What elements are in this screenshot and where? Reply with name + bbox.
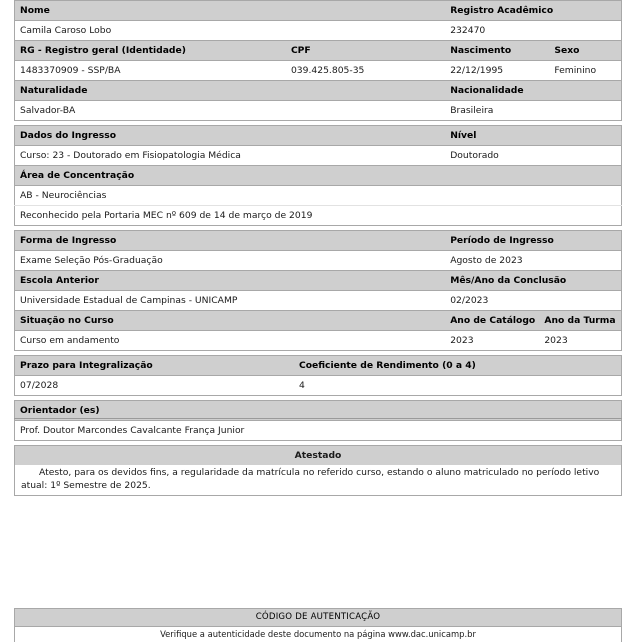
label-orientador: Orientador (es): [15, 401, 622, 421]
table-row: [15, 146, 622, 166]
authentication-block: [14, 608, 622, 642]
label-coeficiente-rendimento: Coeficiente de Rendimento (0 a 4): [294, 356, 622, 376]
label-situacao-no-curso: Situação no Curso: [15, 311, 446, 331]
value-periodo-de-ingresso: Agosto de 2023: [445, 251, 621, 271]
value-coeficiente-rendimento: 4: [294, 376, 622, 396]
value-mes-ano-conclusao: 02/2023: [445, 291, 621, 311]
value-escola-anterior: Universidade Estadual de Campinas - UNICAMP: [15, 291, 446, 311]
label-nivel: Nível: [445, 126, 621, 146]
value-cpf: 039.425.805-35: [286, 61, 445, 81]
table-row: [15, 376, 622, 396]
enrollment-table: [14, 125, 622, 226]
table-row: [15, 186, 622, 206]
label-escola-anterior: Escola Anterior: [15, 271, 446, 291]
value-sexo: Feminino: [549, 61, 621, 81]
table-row: [15, 81, 622, 101]
value-nascimento: 22/12/1995: [445, 61, 549, 81]
identification-table: [14, 0, 622, 121]
label-ano-de-catalogo: Ano de Catálogo: [445, 311, 539, 331]
label-ano-da-turma: Ano da Turma: [539, 311, 621, 331]
advisor-table: [14, 400, 622, 441]
table-row: [15, 356, 622, 376]
table-row: [15, 41, 622, 61]
progress-table: [14, 355, 622, 396]
label-mes-ano-conclusao: Mês/Ano da Conclusão: [445, 271, 621, 291]
statement-text: Atesto, para os devidos fins, a regularidade da matrícula no referido curso, estando o aluno matriculado no período letivo atual: 1º Semestre de 2025.: [21, 467, 600, 491]
value-rg: 1483370909 - SSP/BA: [15, 61, 286, 81]
label-dados-do-ingresso: Dados do Ingresso: [15, 126, 446, 146]
value-nacionalidade: Brasileira: [445, 101, 621, 121]
value-orientador: Prof. Doutor Marcondes Cavalcante França Junior: [15, 421, 622, 441]
statement-table: [14, 445, 622, 496]
authentication-instruction: Verifique a autenticidade deste documento na página www.dac.unicamp.br: [15, 627, 621, 642]
label-forma-de-ingresso: Forma de Ingresso: [15, 231, 446, 251]
table-row: [15, 331, 622, 351]
label-area-de-concentracao: Área de Concentração: [15, 166, 622, 186]
value-ano-de-catalogo: 2023: [445, 331, 539, 351]
table-row: [15, 206, 622, 226]
value-reconhecimento-portaria: Reconhecido pela Portaria MEC nº 609 de 14 de março de 2019: [15, 206, 622, 226]
table-row: [15, 421, 622, 441]
value-naturalidade: Salvador-BA: [15, 101, 446, 121]
table-row: [15, 446, 622, 466]
table-row: [15, 271, 622, 291]
table-row: [15, 291, 622, 311]
label-cpf: CPF: [286, 41, 445, 61]
value-curso: Curso: 23 - Doutorado em Fisiopatologia Médica: [15, 146, 446, 166]
value-area-de-concentracao: AB - Neurociências: [15, 186, 622, 206]
label-periodo-de-ingresso: Período de Ingresso: [445, 231, 621, 251]
value-situacao-no-curso: Curso em andamento: [15, 331, 446, 351]
table-row: [15, 1, 622, 21]
label-sexo: Sexo: [549, 41, 621, 61]
table-row: [15, 311, 622, 331]
label-nacionalidade: Nacionalidade: [445, 81, 621, 101]
table-row: [15, 465, 622, 496]
value-nome: Camila Caroso Lobo: [15, 21, 446, 41]
value-forma-de-ingresso: Exame Seleção Pós-Graduação: [15, 251, 446, 271]
label-prazo-integralizacao: Prazo para Integralização: [15, 356, 294, 376]
statement-title: Atestado: [15, 446, 622, 466]
value-ano-da-turma: 2023: [539, 331, 621, 351]
table-row: [15, 126, 622, 146]
label-nascimento: Nascimento: [445, 41, 549, 61]
authentication-title: CÓDIGO DE AUTENTICAÇÃO: [15, 609, 621, 627]
table-row: [15, 231, 622, 251]
value-registro-academico: 232470: [445, 21, 621, 41]
label-registro-academico: Registro Acadêmico: [445, 1, 621, 21]
table-row: [15, 101, 622, 121]
table-row: [15, 21, 622, 41]
section-divider: [14, 418, 622, 419]
academic-history-table: [14, 230, 622, 351]
label-nome: Nome: [15, 1, 446, 21]
label-naturalidade: Naturalidade: [15, 81, 446, 101]
label-rg: RG - Registro geral (Identidade): [15, 41, 286, 61]
value-nivel: Doutorado: [445, 146, 621, 166]
table-row: [15, 61, 622, 81]
value-prazo-integralizacao: 07/2028: [15, 376, 294, 396]
table-row: [15, 251, 622, 271]
table-row: [15, 166, 622, 186]
